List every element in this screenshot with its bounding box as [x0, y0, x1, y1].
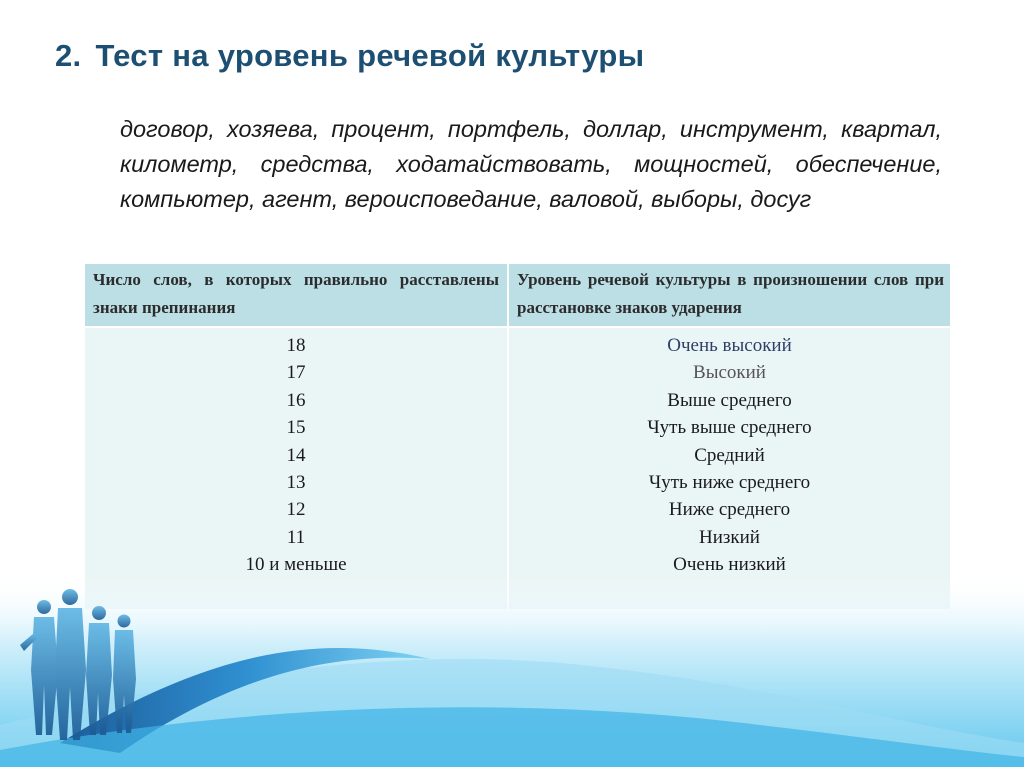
table-header-row — [84, 263, 951, 327]
word-list: договор, хозяева, процент, портфель, доллар, инструмент, квартал, километр, средства, ходатайствовать, мощностей, обеспечение, компьютер, агент, вероисповедание, валовой, выборы, досуг — [120, 116, 942, 212]
level-cell: Высокий — [693, 362, 766, 384]
count-cell: 18 — [286, 335, 306, 356]
title-number: 2. — [55, 38, 82, 73]
slide-title — [55, 38, 644, 74]
level-cell: Чуть выше среднего — [647, 417, 812, 439]
count-cell: 12 — [286, 499, 306, 521]
count-cell: 10 и меньше — [245, 554, 347, 576]
count-cell: 16 — [286, 389, 306, 411]
header-correct-words-count: Число слов, в которых правильно расставлены знаки препинания — [84, 263, 508, 327]
wave-decoration — [0, 575, 1024, 767]
count-cell: 11 — [286, 526, 306, 548]
level-cell: Очень низкий — [673, 554, 786, 576]
level-cell: Средний — [694, 444, 765, 466]
count-cell: 15 — [286, 417, 306, 439]
level-cell: Чуть ниже среднего — [648, 472, 811, 494]
title-text: Тест на уровень речевой культуры — [95, 38, 645, 73]
count-cell: 14 — [286, 444, 306, 466]
level-cell: Низкий — [699, 526, 760, 548]
results-table — [83, 262, 952, 611]
level-cell: Ниже среднего — [668, 499, 791, 521]
table-row — [84, 327, 951, 610]
level-column — [508, 327, 951, 610]
header-culture-level: Уровень речевой культуры в произношении слов при расстановке знаков ударения — [508, 263, 951, 327]
level-cell: Очень высокий — [667, 335, 792, 356]
level-cell: Выше среднего — [667, 389, 792, 411]
count-cell: 13 — [286, 472, 306, 494]
count-cell: 17 — [286, 362, 306, 384]
count-column — [84, 327, 508, 610]
